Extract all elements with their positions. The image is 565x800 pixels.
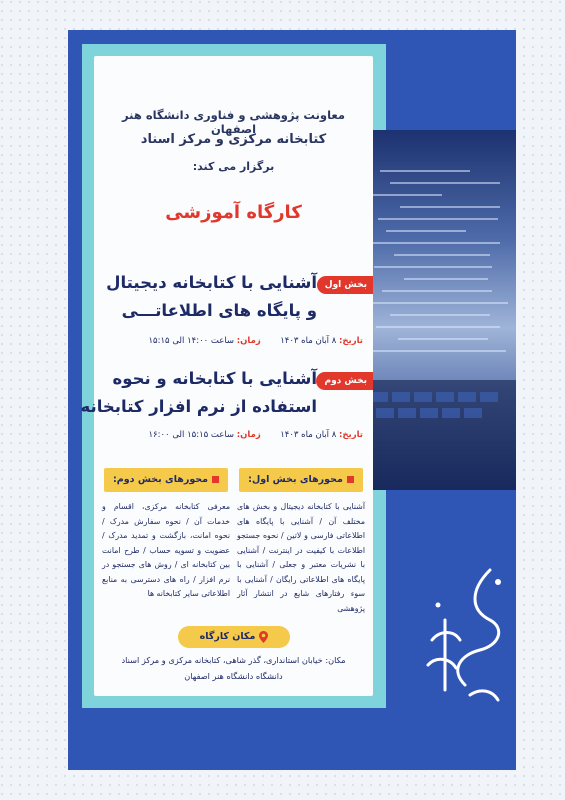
session-1-schedule bbox=[98, 336, 363, 346]
location-heading bbox=[178, 626, 290, 648]
location-address: مکان: خیابان استانداری، گذر شاهی، کتابخانه مرکزی و مرکز اسناد دانشگاه دانشگاه هنر اصفهان bbox=[121, 655, 346, 681]
university-logo bbox=[410, 560, 520, 710]
square-bullet-icon bbox=[347, 476, 354, 483]
session-1-date-label: تاریخ: bbox=[339, 336, 363, 346]
location-heading-text: مکان کارگاه bbox=[199, 631, 256, 642]
location-pin-icon bbox=[259, 631, 268, 643]
session-2-topics-heading bbox=[104, 468, 228, 492]
session-1-time-value: ساعت ۱۴:۰۰ الی ۱۵:۱۵ bbox=[148, 336, 235, 346]
session-1-time-label: زمان: bbox=[236, 336, 261, 346]
session-2-topics-heading-text: محورهای بخش دوم: bbox=[112, 474, 208, 485]
header-line-3: برگزار می کند: bbox=[192, 160, 275, 173]
session-2-date-value: ۸ آبان ماه ۱۴۰۳ bbox=[280, 430, 337, 440]
session-1-badge: بخش اول bbox=[317, 276, 373, 294]
code-overlay-graphic bbox=[360, 130, 516, 490]
session-2-date-label: تاریخ: bbox=[339, 430, 363, 440]
session-2-topics-text: معرفی کتابخانه مرکزی، اقسام و خدمات آن / نحوه سفارش مدرک / نحوه امانت، بازگشت و تمدید مدرک / عضویت و تسویه حساب / طرح امانت بین کتابخانه ای / روش های جستجو در نرم افزار / راه های دسترسی به منابع اطلاعاتی سایر کتابخانه ها bbox=[102, 502, 230, 598]
session-2-title-line-2: استفاده از نرم افزار کتابخانه bbox=[80, 397, 317, 416]
poster-card bbox=[80, 56, 373, 696]
workshop-title: کارگاه آموزشی bbox=[165, 202, 302, 223]
header-line-2: کتابخانه مرکزی و مرکز اسناد bbox=[140, 132, 327, 147]
session-1-topics-heading-text: محورهای بخش اول: bbox=[248, 474, 343, 485]
session-1-title-line-2: و پایگاه های اطلاعاتـــی bbox=[121, 301, 317, 320]
session-2-title-line-1: آشنایی با کتابخانه و نحوه bbox=[112, 369, 317, 388]
session-1-date-value: ۸ آبان ماه ۱۴۰۳ bbox=[280, 336, 337, 346]
square-bullet-icon bbox=[212, 476, 219, 483]
session-1-topics-heading bbox=[239, 468, 363, 492]
session-2-time-value: ساعت ۱۵:۱۵ الی ۱۶:۰۰ bbox=[148, 430, 235, 440]
session-1-topics-text: آشنایی با کتابخانه دیجیتال و بخش های مختلف آن / آشنایی با پایگاه های اطلاعاتی فارسی و لاتین / نحوه جستجو اطلاعات با کیفیت در اینترنت / آشنایی با نشریات معتبر و جعلی / آشنایی با پایگاه های اطلاعاتی رایگان / آشنایی با سوء رفتارهای شایع در انتشار آثار پژوهشی bbox=[237, 502, 365, 613]
session-2-time-label: زمان: bbox=[236, 430, 261, 440]
keyboard-photo bbox=[360, 130, 516, 490]
session-1-title-line-1: آشنایی با کتابخانه دیجیتال bbox=[106, 273, 317, 292]
header-line-1: معاونت پژوهشی و فناوری دانشگاه هنر اصفهان bbox=[122, 108, 345, 136]
session-2-schedule bbox=[98, 430, 363, 440]
session-2-badge: بخش دوم bbox=[316, 372, 373, 390]
